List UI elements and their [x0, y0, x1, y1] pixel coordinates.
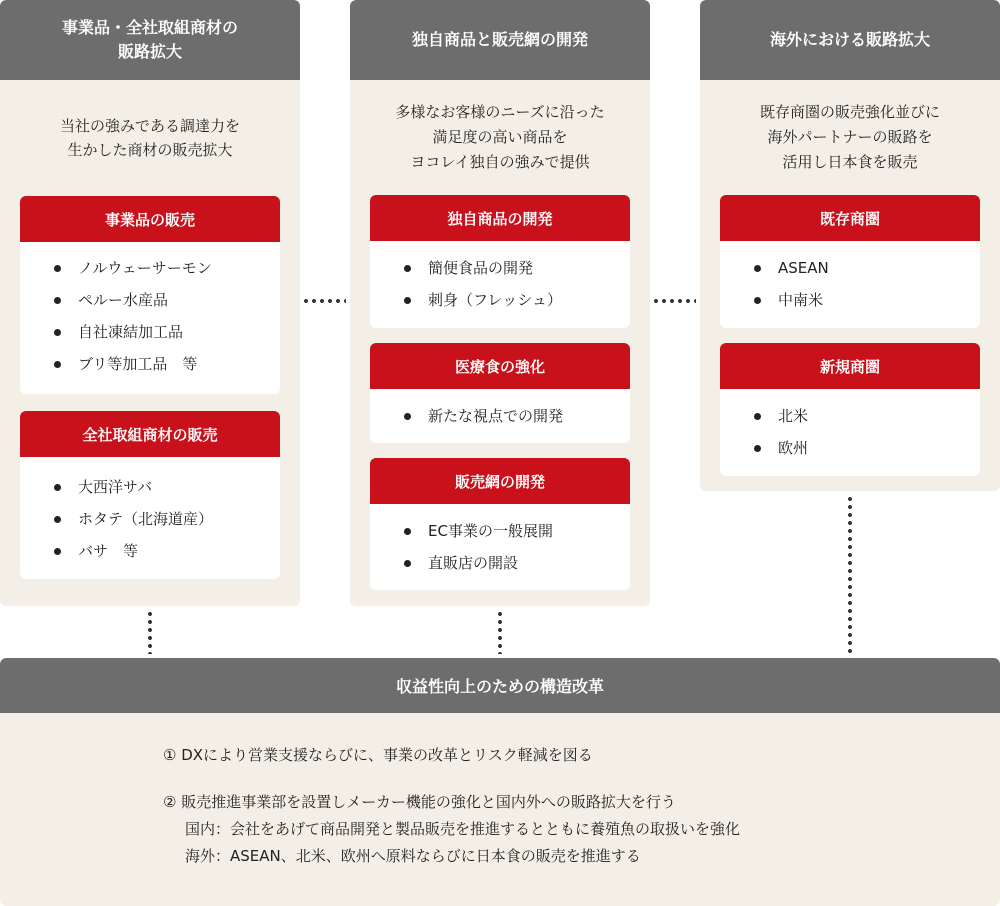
list-item: 簡便食品の開発 — [404, 252, 630, 284]
card-sales-network — [370, 458, 630, 590]
list-item: ASEAN — [754, 252, 980, 284]
panel-title: 収益性向上のための構造改革 — [0, 658, 1000, 713]
column-overseas — [700, 0, 1000, 491]
reform-overseas: 海外：ASEAN、北米、欧州へ原料ならびに日本食の販売を推進する — [185, 847, 641, 865]
dotted-connector-vertical — [498, 610, 502, 654]
list-item: ペルー水産品 — [54, 284, 280, 316]
list-item: EC事業の一般展開 — [404, 515, 630, 547]
card-list — [370, 389, 630, 432]
list-item: 北米 — [754, 400, 980, 432]
column-description: 当社の強みである調達力を 生かした商材の販売拡大 — [59, 117, 240, 159]
column-description: 多様なお客様のニーズに沿った 満足度の高い商品を ヨコレイ独自の強みで提供 — [395, 103, 605, 171]
card-title: 全社取組商材の販売 — [20, 411, 280, 457]
list-item: 新たな視点での開発 — [404, 400, 630, 432]
column-title: 独自商品と販売網の開発 — [350, 0, 650, 80]
list-item: バサ 等 — [54, 535, 280, 567]
card-list — [370, 504, 630, 579]
list-item: ブリ等加工品 等 — [54, 348, 280, 380]
column-title: 事業品・全社取組商材の 販路拡大 — [0, 0, 300, 80]
reform-item-1: ① DXにより営業支援ならびに、事業の改革とリスク軽減を図る — [163, 746, 593, 764]
card-title: 事業品の販売 — [20, 196, 280, 242]
structural-reform-panel — [0, 658, 1000, 906]
list-item: 刺身（フレッシュ） — [404, 284, 630, 316]
list-item: 大西洋サバ — [54, 471, 280, 503]
card-title: 新規商圏 — [720, 343, 980, 389]
card-original-product-dev — [370, 195, 630, 328]
card-medical-food — [370, 343, 630, 443]
reform-domestic: 国内：会社をあげて商品開発と製品販売を推進するとともに養殖魚の取扱いを強化 — [185, 820, 741, 838]
card-title: 既存商圏 — [720, 195, 980, 241]
card-business-products — [20, 196, 280, 394]
reform-item-2: ② 販売推進事業部を設置しメーカー機能の強化と国内外への販路拡大を行う — [163, 793, 676, 811]
dotted-connector-horizontal — [302, 299, 346, 303]
card-list — [370, 241, 630, 316]
card-title: 独自商品の開発 — [370, 195, 630, 241]
card-existing-markets — [720, 195, 980, 328]
card-title: 医療食の強化 — [370, 343, 630, 389]
list-item: 欧州 — [754, 432, 980, 464]
list-item: 中南米 — [754, 284, 980, 316]
card-list — [20, 457, 280, 567]
column-original-products — [350, 0, 650, 606]
list-item: ノルウェーサーモン — [54, 252, 280, 284]
list-item: 直販店の開設 — [404, 547, 630, 579]
dotted-connector-vertical — [848, 495, 852, 655]
column-domestic-products — [0, 0, 300, 606]
card-list — [20, 242, 280, 380]
card-new-markets — [720, 343, 980, 476]
card-list — [720, 241, 980, 316]
panel-body — [163, 742, 740, 870]
list-item: 自社凍結加工品 — [54, 316, 280, 348]
card-company-wide-products — [20, 411, 280, 579]
dotted-connector-horizontal — [652, 299, 696, 303]
column-description: 既存商圏の販売強化並びに 海外パートナーの販路を 活用し日本食を販売 — [759, 103, 940, 171]
column-title: 海外における販路拡大 — [700, 0, 1000, 80]
dotted-connector-vertical — [148, 610, 152, 654]
card-title: 販売網の開発 — [370, 458, 630, 504]
card-list — [720, 389, 980, 464]
list-item: ホタテ（北海道産） — [54, 503, 280, 535]
